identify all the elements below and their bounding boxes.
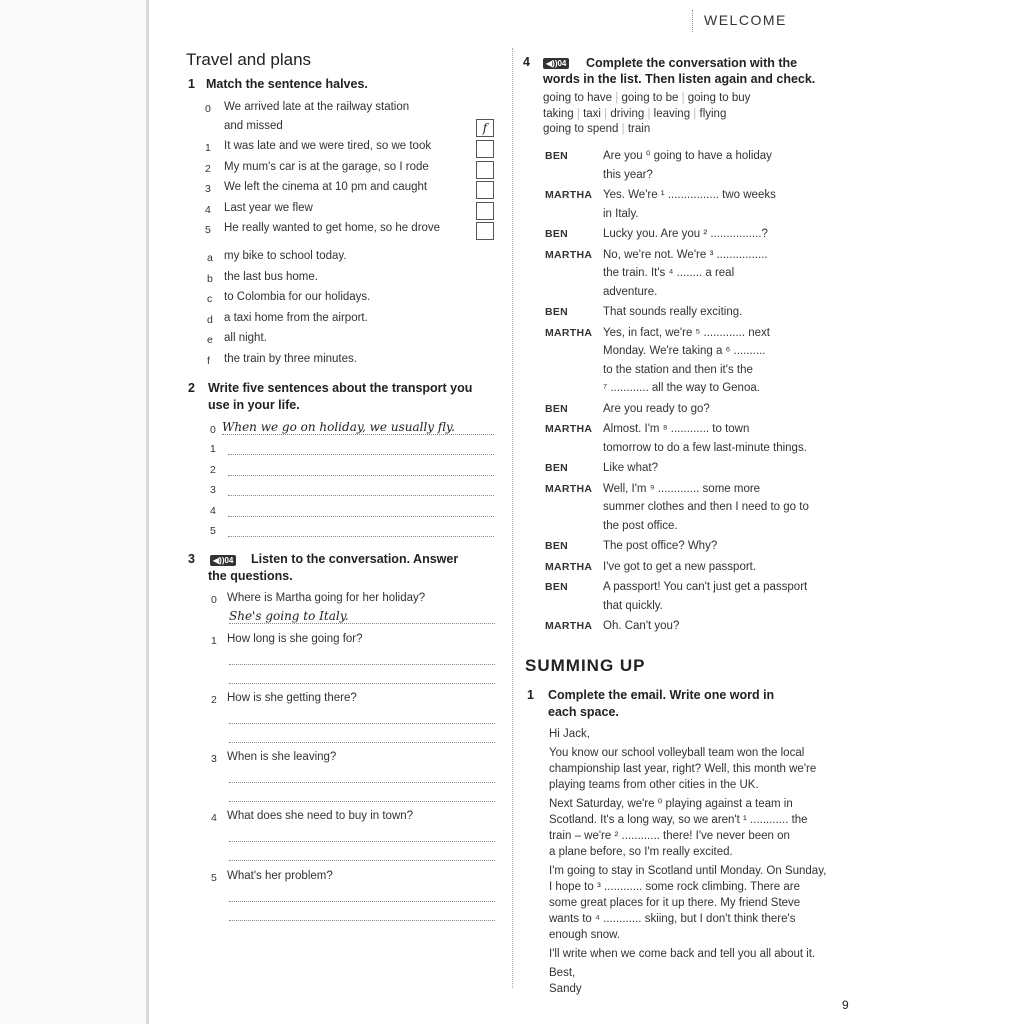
summing-up-instruction-2: each space.: [548, 705, 619, 719]
word-row: [543, 108, 726, 120]
answer-box[interactable]: [476, 181, 494, 199]
answer-line[interactable]: [228, 454, 494, 455]
ending-text: a taxi home from the airport.: [224, 311, 368, 324]
dialogue-line: No, we're not. We're ³ ................: [603, 248, 768, 261]
answer-box[interactable]: [476, 202, 494, 220]
email-line: I hope to ³ ............ some rock climbing. There are: [549, 881, 800, 893]
column-divider: [512, 48, 513, 988]
dialogue-line: the train. It's ⁴ ........ a real: [603, 267, 735, 279]
dialogue-line: Yes. We're ¹ ................ two weeks: [603, 189, 776, 201]
question-text: How is she getting there?: [227, 692, 357, 704]
word-item: train: [627, 123, 651, 135]
ending-text: my bike to school today.: [224, 250, 347, 262]
dialogue-line: That sounds really exciting.: [603, 306, 743, 318]
answer-line[interactable]: [229, 801, 495, 802]
exercise-1-number: 1: [188, 77, 195, 91]
answer-box[interactable]: [476, 161, 494, 179]
question-number: 0: [211, 594, 217, 606]
item-text: He really wanted to get home, so he drove: [224, 222, 441, 234]
line-number: 1: [210, 443, 216, 455]
question-answer: She's going to Italy.: [229, 609, 495, 624]
word-item: taking: [543, 107, 574, 120]
word-item: going to have: [543, 92, 613, 104]
exercise-3-number: 3: [188, 552, 195, 566]
line-number: 2: [210, 463, 216, 476]
word-item: taxi: [583, 107, 601, 120]
dialogue-line: the post office.: [603, 519, 678, 532]
ending-letter: b: [207, 272, 213, 285]
question-number: 2: [211, 694, 217, 706]
email-line: a plane before, so I'm really excited.: [549, 846, 733, 858]
question-text: What's her problem?: [227, 870, 333, 882]
answer-line[interactable]: [229, 782, 495, 783]
email-line: Next Saturday, we're ⁰ playing against a team in: [549, 798, 793, 810]
exercise-3-audio-icon[interactable]: ◀)) 04: [210, 552, 236, 570]
separator: |: [618, 123, 628, 135]
email-line: Best,: [549, 967, 576, 979]
speaker-name: MARTHA: [545, 326, 593, 339]
dialogue-line: The post office? Why?: [603, 540, 718, 552]
dialogue-line: Lucky you. Are you ² ................?: [603, 228, 768, 240]
exercise-2-instruction-1: Write five sentences about the transport you: [208, 381, 473, 395]
word-item: leaving: [653, 107, 691, 120]
item-number: 3: [205, 183, 211, 195]
speaker-name: MARTHA: [545, 482, 593, 495]
speaker-name: BEN: [545, 228, 569, 240]
email-line: championship last year, right? Well, this month we're: [549, 763, 817, 775]
word-item: going to spend: [543, 123, 619, 135]
answer-line[interactable]: [229, 841, 495, 842]
answer-line[interactable]: [229, 664, 495, 665]
word-row: [543, 123, 650, 135]
dialogue-line: adventure.: [603, 285, 658, 298]
exercise-3-instruction-2: the questions.: [208, 569, 293, 583]
question-number: 4: [211, 812, 217, 824]
dialogue-line: that quickly.: [603, 599, 663, 612]
separator: |: [600, 107, 611, 120]
word-item: going to buy: [687, 92, 751, 104]
answer-line[interactable]: [229, 742, 495, 743]
line-number: 4: [210, 504, 216, 517]
answer-line[interactable]: [228, 516, 494, 517]
item-number: 0: [205, 103, 211, 115]
ending-text: all night.: [224, 332, 267, 344]
question-number: 3: [211, 753, 217, 765]
answer-line[interactable]: [229, 860, 495, 861]
speaker-name: BEN: [545, 540, 569, 552]
email-line: Sandy: [549, 983, 582, 995]
question-text: When is she leaving?: [227, 751, 337, 763]
speaker-name: BEN: [545, 581, 569, 593]
word-item: driving: [610, 107, 645, 120]
dialogue-line: Monday. We're taking a ⁶ ..........: [603, 345, 766, 357]
item-number: 1: [205, 142, 211, 154]
separator: |: [573, 107, 584, 120]
answer-line[interactable]: [228, 495, 494, 496]
dialogue-line: ⁷ ............ all the way to Genoa.: [603, 382, 760, 394]
speaker-name: BEN: [545, 402, 569, 415]
answer-line[interactable]: [229, 920, 495, 921]
item-text: My mum's car is at the garage, so I rode: [224, 161, 429, 173]
answer-box[interactable]: f: [476, 119, 494, 137]
page-title: Travel and plans: [186, 50, 312, 69]
dialogue-line: in Italy.: [603, 207, 639, 220]
separator: |: [612, 92, 622, 104]
page-edge: [0, 0, 149, 1024]
ending-letter: e: [207, 334, 213, 346]
exercise-4-audio-icon[interactable]: ◀)) 04: [543, 55, 569, 73]
item-text: Last year we flew: [224, 202, 313, 214]
ending-text: to Colombia for our holidays.: [224, 291, 371, 303]
summing-up-instruction-1: Complete the email. Write one word in: [548, 688, 775, 702]
separator: |: [678, 92, 688, 104]
ending-letter: a: [207, 252, 213, 264]
speaker-name: MARTHA: [545, 620, 593, 632]
question-number: 1: [211, 635, 217, 647]
word-row: [543, 92, 750, 104]
separator: |: [644, 107, 654, 120]
item-text-2: and missed: [224, 120, 283, 132]
email-line: I'll write when we come back and tell you all about it.: [549, 948, 816, 960]
separator: |: [690, 107, 700, 120]
question-number: 5: [211, 872, 217, 884]
summing-up-exercise-number: 1: [527, 688, 534, 702]
dialogue-line: Well, I'm ⁹ ............. some more: [603, 482, 761, 495]
dialogue-line: A passport! You can't just get a passport: [603, 581, 808, 593]
speaker-name: BEN: [545, 150, 569, 162]
speaker-name: MARTHA: [545, 560, 593, 573]
dialogue-line: to the station and then it's the: [603, 363, 753, 376]
exercise-4-instruction-1: Complete the conversation with the: [586, 56, 798, 70]
exercise-4-instruction-2: words in the list. Then listen again and check.: [543, 72, 816, 86]
answer-box[interactable]: [476, 140, 494, 158]
dialogue-line: this year?: [603, 168, 653, 181]
dialogue-line: Oh. Can't you?: [603, 620, 680, 632]
summing-up-title: SUMMING UP: [525, 656, 646, 675]
section-header: WELCOME: [704, 12, 787, 28]
email-line: train – we're ² ............ there! I've never been on: [549, 830, 790, 842]
answer-line[interactable]: [229, 723, 495, 724]
speaker-name: BEN: [545, 462, 569, 474]
dialogue-line: Like what?: [603, 462, 658, 474]
word-item: flying: [699, 107, 727, 120]
email-line: You know our school volleyball team won the local: [549, 747, 805, 759]
exercise-1-instruction: Match the sentence halves.: [206, 77, 368, 91]
speaker-name: BEN: [545, 306, 569, 318]
word-item: going to be: [621, 92, 679, 104]
email-line: enough snow.: [549, 929, 620, 941]
ending-text: the train by three minutes.: [224, 352, 357, 365]
email-line: Hi Jack,: [549, 728, 590, 740]
binding-fold: [146, 0, 149, 1024]
dialogue-line: tomorrow to do a few last-minute things.: [603, 441, 807, 454]
email-line: some great places for it up there. My friend Steve: [549, 897, 801, 909]
exercise-2-number: 2: [188, 381, 195, 395]
email-line: wants to ⁴ ............ skiing, but I don't think there's: [549, 913, 796, 925]
ending-letter: c: [207, 293, 213, 305]
speaker-name: MARTHA: [545, 189, 593, 201]
exercise-3-instruction-1: Listen to the conversation. Answer: [251, 552, 459, 566]
item-text: It was late and we were tired, so we took: [224, 140, 432, 152]
email-line: Scotland. It's a long way, so we aren't ¹ ............ the: [549, 814, 808, 826]
dialogue-line: Are you ready to go?: [603, 402, 710, 415]
answer-line[interactable]: [228, 536, 494, 537]
speaker-name: MARTHA: [545, 248, 593, 261]
dialogue-line: Are you ⁰ going to have a holiday: [603, 150, 772, 162]
dialogue-line: summer clothes and then I need to go to: [603, 501, 809, 513]
answer-line[interactable]: [229, 683, 495, 684]
question-text: How long is she going for?: [227, 633, 363, 645]
line-number: 5: [210, 525, 216, 537]
header-divider: [692, 10, 693, 32]
email-line: playing teams from other cities in the UK.: [549, 779, 759, 791]
ending-letter: f: [207, 354, 210, 367]
dialogue-line: Almost. I'm ⁸ ............ to town: [603, 423, 750, 435]
exercise-2-example-answer: When we go on holiday, we usually fly.: [222, 420, 494, 435]
answer-line[interactable]: [229, 901, 495, 902]
email-line: I'm going to stay in Scotland until Monday. On Sunday,: [549, 865, 827, 877]
dialogue-line: I've got to get a new passport.: [603, 560, 757, 573]
item-number: 4: [205, 204, 211, 216]
page-number: 9: [842, 998, 849, 1012]
question-text: Where is Martha going for her holiday?: [227, 592, 426, 604]
dialogue-line: Yes, in fact, we're ⁵ ............. next: [603, 326, 770, 339]
item-text: We left the cinema at 10 pm and caught: [224, 181, 428, 193]
item-number: 2: [205, 163, 211, 175]
answer-box[interactable]: [476, 222, 494, 240]
exercise-2-instruction-2: use in your life.: [208, 398, 300, 412]
item-number: 5: [205, 224, 211, 236]
question-text: What does she need to buy in town?: [227, 810, 414, 822]
exercise-2-example-number: 0: [210, 424, 216, 436]
ending-letter: d: [207, 313, 213, 326]
answer-line[interactable]: [228, 475, 494, 476]
exercise-4-number: 4: [523, 55, 530, 69]
ending-text: the last bus home.: [224, 270, 318, 283]
item-text: We arrived late at the railway station: [224, 101, 410, 113]
line-number: 3: [210, 484, 216, 496]
speaker-name: MARTHA: [545, 423, 593, 435]
